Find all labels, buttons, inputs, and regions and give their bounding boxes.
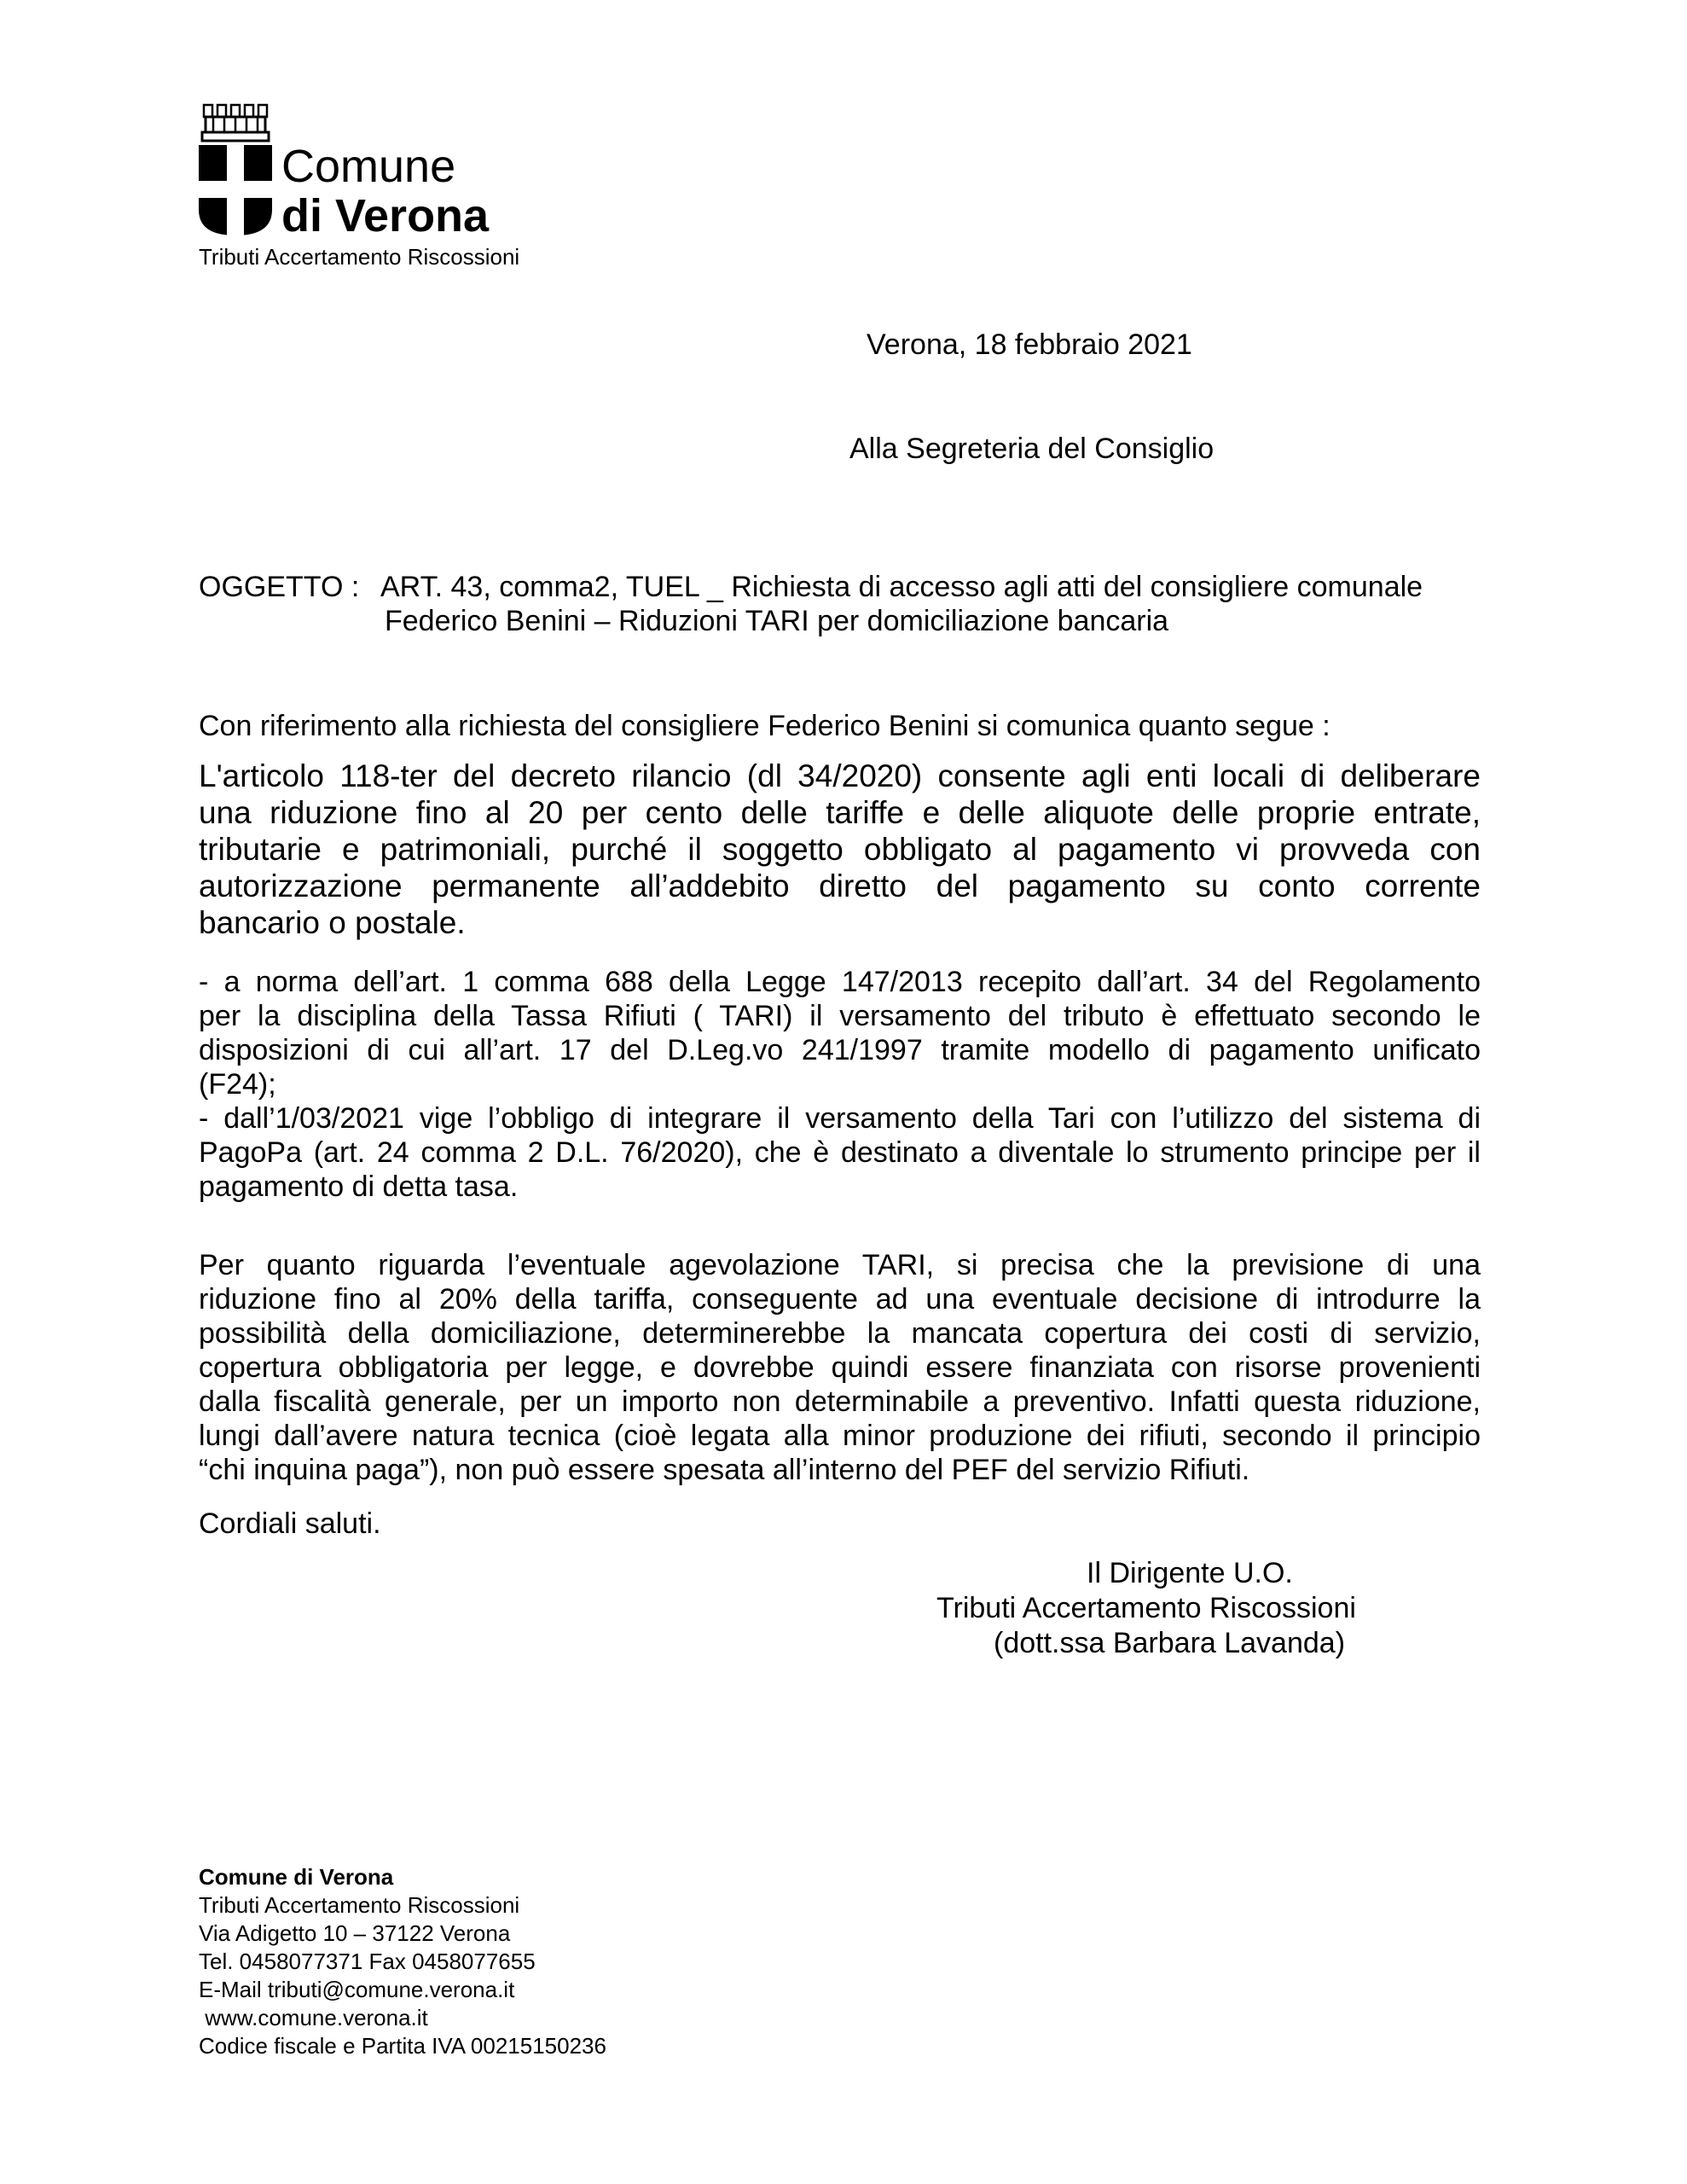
paragraph-line: lungi dall’avere natura tecnica (cioè legata alla minor produzione dei rifiuti, secondo il principio <box>199 1420 1481 1452</box>
paragraph-line: disposizioni di cui all’art. 17 del D.Leg.vo 241/1997 tramite modello di pagamento unificato <box>199 1034 1481 1066</box>
article-paragraph <box>199 758 1481 941</box>
paragraph-line: pagamento di detta tasa. <box>199 1170 519 1203</box>
payment-rules-paragraph <box>199 965 1481 1204</box>
paragraph-line: autorizzazione permanente all’addebito diretto del pagamento su conto corrente <box>199 868 1481 903</box>
paragraph-line: riduzione fino al 20% della tariffa, conseguente ad una eventuale decisione di introdurre la <box>199 1283 1481 1316</box>
subject-line-2: Federico Benini – Riduzioni TARI per domiciliazione bancaria <box>385 605 1169 637</box>
footer-phone: Tel. 0458077371 Fax 0458077655 <box>199 1949 536 1974</box>
tari-relief-paragraph <box>199 1248 1481 1487</box>
logo-title-comune: Comune <box>281 141 456 192</box>
paragraph-line: possibilità della domiciliazione, determinerebbe la mancata copertura dei costi di servizio, <box>199 1317 1481 1350</box>
paragraph-line: “chi inquina paga”), non può essere spesata all’interno del PEF del servizio Rifiuti. <box>199 1454 1250 1486</box>
signature-name: (dott.ssa Barbara Lavanda) <box>994 1627 1346 1659</box>
letter-date: Verona, 18 febbraio 2021 <box>867 328 1192 361</box>
paragraph-line: Per quanto riguarda l’eventuale agevolazione TARI, si precisa che la previsione di una <box>199 1249 1481 1281</box>
coat-of-arms-shield-icon <box>199 145 272 235</box>
subject-line-1: ART. 43, comma2, TUEL _ Richiesta di accesso agli atti del consigliere comunale <box>380 571 1423 603</box>
footer-contact-block <box>199 1863 606 2060</box>
paragraph-line: - dall’1/03/2021 vige l’obbligo di integrare il versamento della Tari con l’utilizzo del sistema di <box>199 1102 1481 1135</box>
logo-title-verona: di Verona <box>281 190 490 241</box>
subject-label: OGGETTO : <box>199 571 360 603</box>
paragraph-line: copertura obbligatoria per legge, e dovrebbe quindi essere finanziata con risorse provenienti <box>199 1351 1481 1384</box>
paragraph-line: dalla fiscalità generale, per un importo non determinabile a preventivo. Infatti questa riduzione, <box>199 1385 1481 1418</box>
intro-paragraph: Con riferimento alla richiesta del consigliere Federico Benini si comunica quanto segue : <box>199 710 1330 742</box>
crown-icon <box>199 98 272 142</box>
paragraph-line: L'articolo 118-ter del decreto rilancio (dl 34/2020) consente agli enti locali di deliberare <box>199 758 1481 793</box>
paragraph-line: bancario o postale. <box>199 905 466 940</box>
signature-office: Tributi Accertamento Riscossioni <box>936 1592 1356 1624</box>
footer-tax-id: Codice fiscale e Partita IVA 00215150236 <box>199 2033 606 2059</box>
footer-email: E-Mail tributi@comune.verona.it <box>199 1977 515 2002</box>
paragraph-line: - a norma dell’art. 1 comma 688 della Legge 147/2013 recepito dall’art. 34 del Regolamento <box>199 966 1481 998</box>
footer-title: Comune di Verona <box>199 1864 394 1890</box>
recipient: Alla Segreteria del Consiglio <box>849 433 1215 465</box>
office-name: Tributi Accertamento Riscossioni <box>199 244 520 270</box>
paragraph-line: una riduzione fino al 20 per cento delle tariffe e delle aliquote delle proprie entrate, <box>199 795 1481 830</box>
paragraph-line: PagoPa (art. 24 comma 2 D.L. 76/2020), che è destinato a diventale lo strumento principe per il <box>199 1136 1481 1169</box>
paragraph-line: (F24); <box>199 1068 276 1101</box>
signature-role: Il Dirigente U.O. <box>1087 1557 1293 1589</box>
footer-website: www.comune.verona.it <box>199 2005 428 2030</box>
footer-address: Via Adigetto 10 – 37122 Verona <box>199 1920 511 1946</box>
footer-office: Tributi Accertamento Riscossioni <box>199 1892 520 1918</box>
closing-greeting: Cordiali saluti. <box>199 1507 381 1540</box>
paragraph-line: per la disciplina della Tassa Rifiuti ( TARI) il versamento del tributo è effettuato secondo le <box>199 1000 1481 1032</box>
paragraph-line: tributarie e patrimoniali, purché il soggetto obbligato al pagamento vi provveda con <box>199 832 1481 867</box>
